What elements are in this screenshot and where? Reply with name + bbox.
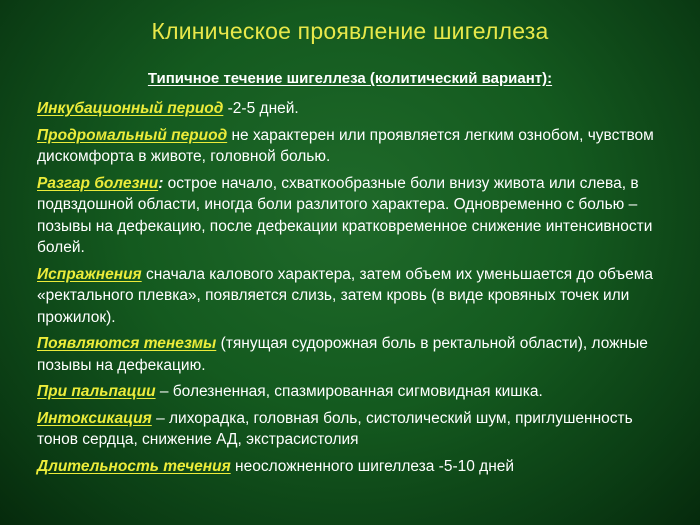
- paragraph-duration: [37, 456, 677, 478]
- term-peak: Разгар болезни: [37, 174, 159, 192]
- term-intoxication: Интоксикация: [37, 409, 152, 427]
- paragraph-text: – болезненная, спазмированная сигмовидная кишка.: [155, 383, 543, 400]
- term-palpation: При пальпации: [37, 383, 156, 400]
- paragraph-stool: [37, 264, 677, 329]
- paragraph-intoxication: [37, 408, 677, 451]
- paragraph-text: острое начало, схваткообразные боли внизу живота или слева, в подвздошной области, иногда боли разлитого характера. Одновременно с болью – позывы на дефекацию, после дефекации кратковременное снижение интенсивности болей.: [37, 174, 653, 256]
- term-tenesmus: Появляются тенезмы: [37, 335, 217, 352]
- paragraph-text: (тянущая судорожная боль в ректальной области), ложные позывы на дефекацию.: [37, 335, 648, 374]
- subtitle-text: Типичное течение шигеллеза (колитический вариант):: [147, 70, 553, 87]
- paragraph-palpation: [37, 381, 677, 403]
- term-colon: :: [158, 174, 164, 192]
- paragraph-peak: [37, 173, 677, 259]
- paragraph-text: сначала калового характера, затем объем их уменьшается до объема «ректального плевка», появляется слизь, затем кровь (в виде кровяных точек или прожилок).: [37, 265, 653, 326]
- paragraph-incubation: [37, 98, 677, 120]
- paragraph-tenesmus: [37, 333, 677, 376]
- content-body: [37, 98, 677, 482]
- paragraph-prodromal: [37, 125, 677, 168]
- term-stool: Испражнения: [37, 265, 142, 283]
- term-incubation: Инкубационный период: [37, 100, 224, 117]
- term-duration: Длительность течения: [37, 457, 231, 475]
- paragraph-text: неосложненного шигеллеза -5-10 дней: [230, 457, 515, 475]
- term-prodromal: Продромальный период: [37, 126, 228, 144]
- paragraph-text: -2-5 дней.: [223, 100, 299, 117]
- paragraph-text: – лихорадка, головная боль, систолический шум, приглушенность тонов сердца, снижение АД, экстрасистолия: [37, 409, 633, 448]
- slide-title: Клиническое проявление шигеллеза: [151, 18, 549, 44]
- slide-subtitle: [0, 70, 700, 87]
- paragraph-text: не характерен или проявляется легким ознобом, чувством дискомфорта в животе, головной болью.: [37, 126, 654, 165]
